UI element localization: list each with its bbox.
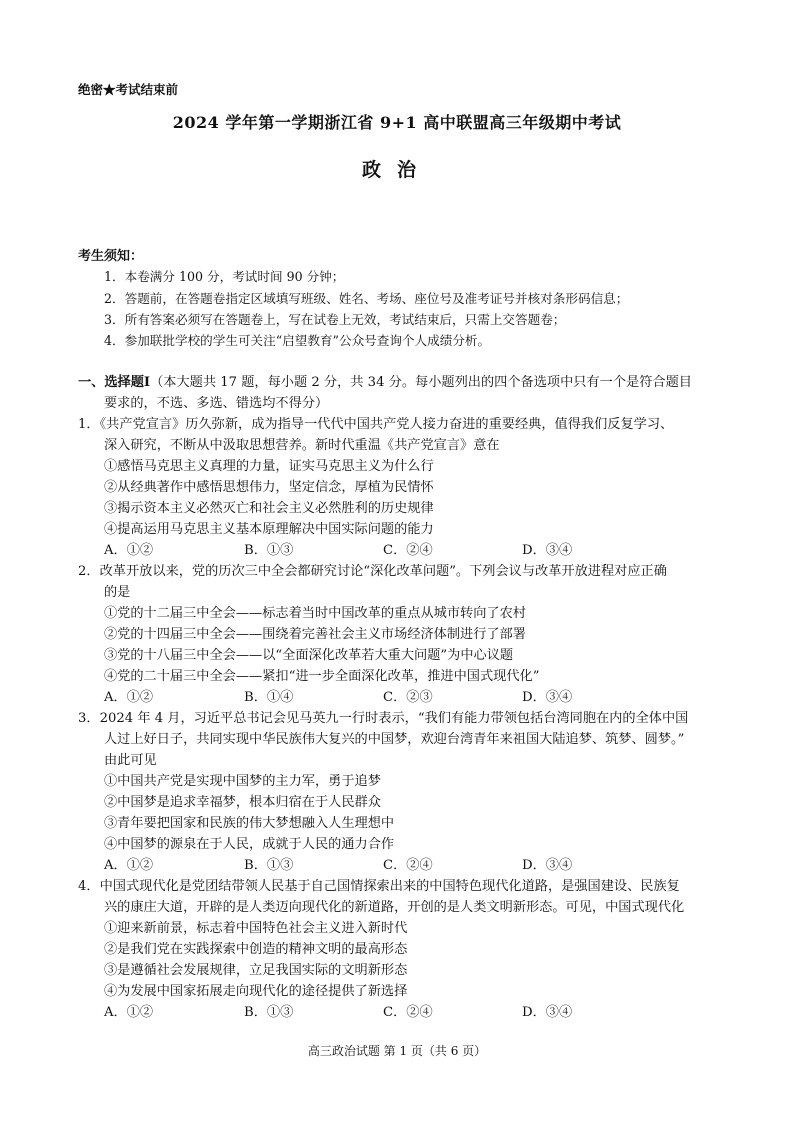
- statement: ②从经典著作中感悟思想伟力，坚定信念，厚植为民情怀: [104, 480, 434, 495]
- option-a: A．①②: [104, 858, 154, 873]
- statement: ④党的二十届三中全会——紧扣“进一步全面深化改革，推进中国式现代化”: [104, 669, 540, 684]
- option-d: D．③④: [522, 543, 573, 558]
- option-b: B．①④: [244, 690, 294, 705]
- option-c: C．②④: [383, 1005, 433, 1020]
- section-desc-cont: 要求的，不选、多选、错选均不得分）: [104, 396, 329, 411]
- statement: ①迎来新前景，标志着中国特色社会主义进入新时代: [104, 921, 408, 936]
- option-c: C．②③: [383, 690, 433, 705]
- statement: ②党的十四届三中全会——围绕着完善社会主义市场经济体制进行了部署: [104, 627, 526, 642]
- statement: ④提高运用马克思主义基本原理解决中国实际问题的能力: [104, 522, 434, 537]
- option-a: A．①②: [104, 543, 154, 558]
- page-footer: 高三政治试题 第 1 页（共 6 页）: [307, 1044, 487, 1058]
- question-stem: 2．改革开放以来，党的历次三中全会都研究讨论“深化改革问题”。下列会议与改革开放进程对应正确: [78, 564, 667, 579]
- statement: ①中国共产党是实现中国梦的主力军，勇于追梦: [104, 774, 381, 789]
- section-desc: （本大题共 17 题，每小题 2 分，共 34 分。每小题列出的四个备选项中只有一个是符合题目: [150, 375, 692, 390]
- option-b: B．①③: [244, 858, 294, 873]
- statement: ③是遵循社会发展规律，立足我国实际的文明新形态: [104, 963, 408, 978]
- statement: ②中国梦是追求幸福梦，根本归宿在于人民群众: [104, 795, 381, 810]
- section-header: [78, 371, 692, 390]
- question-stem: 4．中国式现代化是党团结带领人民基于自己国情探索出来的中国特色现代化道路，是强国建设、民族复: [78, 879, 680, 894]
- secret-label: 绝密★考试结束前: [78, 82, 179, 97]
- notice-item: 4．参加联批学校的学生可关注“启望教育”公众号查询个人成绩分析。: [104, 333, 491, 348]
- statement: ①感悟马克思主义真理的力量，证实马克思主义为什么行: [104, 459, 434, 474]
- statement: ②是我们党在实践探索中创造的精神文明的最高形态: [104, 942, 408, 957]
- option-d: D．③④: [522, 690, 573, 705]
- option-b: B．①③: [244, 1005, 294, 1020]
- option-d: D．③④: [522, 858, 573, 873]
- statement: ③党的十八届三中全会——以“全面深化改革若大重大问题”为中心议题: [104, 648, 514, 663]
- question-stem: 的是: [104, 585, 131, 600]
- option-c: C．②④: [383, 543, 433, 558]
- option-a: A．①②: [104, 690, 154, 705]
- statement: ③揭示资本主义必然灭亡和社会主义必然胜利的历史规律: [104, 501, 434, 516]
- option-d: D．③④: [522, 1005, 573, 1020]
- notice-item: 1．本卷满分 100 分，考试时间 90 分钟；: [104, 269, 345, 284]
- question-stem: 兴的康庄大道，开辟的是人类迈向现代化的新道路，开创的是人类文明新形态。可见，中国式现代化: [104, 900, 685, 915]
- statement: ④为发展中国家拓展走向现代化的途径提供了新选择: [104, 984, 408, 999]
- question-stem: 3．2024 年 4 月，习近平总书记会见马英九一行时表示，“我们有能力带领包括台湾同胞在内的全体中国: [78, 711, 689, 726]
- section-label: 一、选择题Ⅰ: [78, 375, 151, 390]
- notice-title: 考生须知：: [78, 249, 144, 264]
- statement: ③青年要把国家和民族的伟大梦想融入人生理想中: [104, 816, 395, 831]
- notice-item: 2．答题前，在答题卷指定区域填写班级、姓名、考场、座位号及准考证号并核对条形码信息；: [104, 291, 629, 306]
- statement: ①党的十二届三中全会——标志着当时中国改革的重点从城市转向了农村: [104, 606, 526, 621]
- question-stem: 人过上好日子，共同实现中华民族伟大复兴的中国梦，欢迎台湾青年来祖国大陆追梦、筑梦、圆梦。”: [104, 732, 685, 747]
- subject-title: 政治: [361, 159, 432, 181]
- option-a: A．①②: [104, 1005, 154, 1020]
- question-stem: 由此可见: [104, 753, 157, 768]
- option-c: C．②④: [383, 858, 433, 873]
- exam-title: 2024 学年第一学期浙江省 9+1 高中联盟高三年级期中考试: [172, 113, 622, 132]
- question-stem: 1．《共产党宣言》历久弥新，成为指导一代代中国共产党人接力奋进的重要经典，值得我们反复学习、: [78, 417, 674, 432]
- question-stem: 深入研究，不断从中汲取思想营养。新时代重温《共产党宣言》意在: [104, 438, 500, 453]
- statement: ④中国梦的源泉在于人民，成就于人民的通力合作: [104, 837, 395, 852]
- notice-item: 3．所有答案必须写在答题卷上，写在试卷上无效，考试结束后，只需上交答题卷；: [104, 312, 566, 327]
- option-b: B．①③: [244, 543, 294, 558]
